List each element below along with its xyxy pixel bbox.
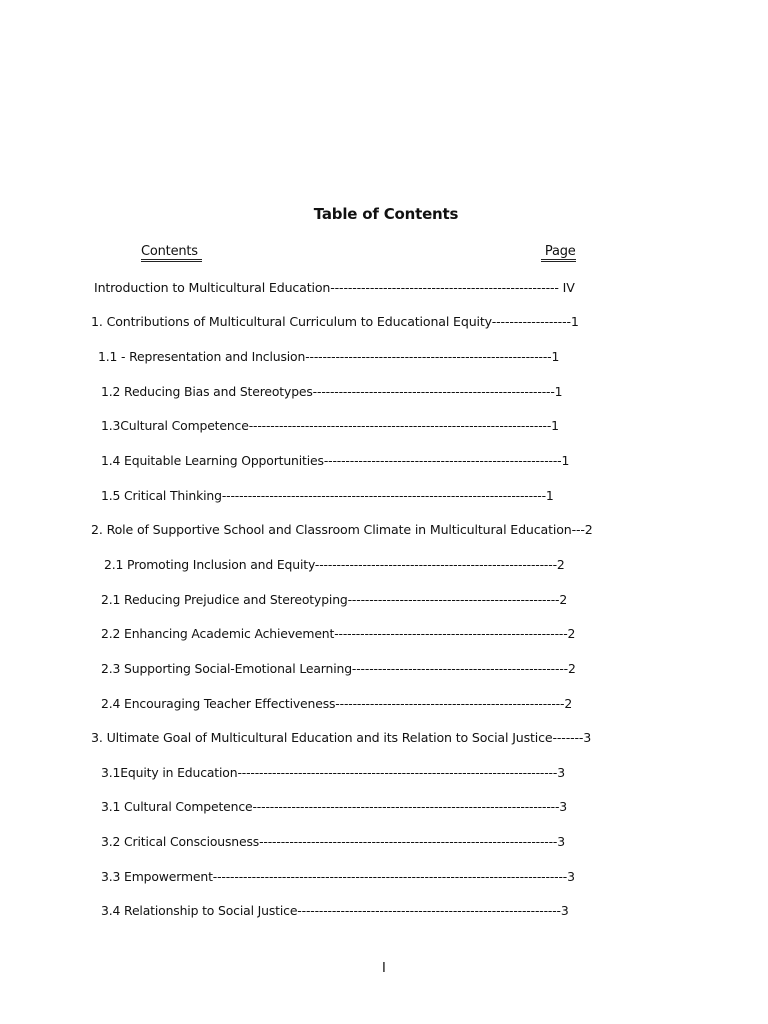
contents-column-header: Contents: [141, 244, 202, 262]
toc-entry-3-4: 3.4 Relationship to Social Justice-------------------------------------------------------------3: [101, 903, 569, 918]
toc-entry-3-3: 3.3 Empowerment----------------------------------------------------------------------------------3: [101, 869, 575, 884]
toc-entry-1: 1. Contributions of Multicultural Curriculum to Educational Equity------------------1: [91, 314, 579, 329]
toc-entry-1-1: 1.1 - Representation and Inclusion---------------------------------------------------------1: [98, 349, 560, 364]
page-column-header: Page: [541, 244, 576, 262]
page-number: I: [382, 961, 386, 976]
toc-entry-2-1b: 2.1 Reducing Prejudice and Stereotyping-------------------------------------------------2: [101, 592, 568, 607]
toc-entry-3-1a: 3.1Equity in Education--------------------------------------------------------------------------3: [101, 765, 565, 780]
toc-entry-2-1a: 2.1 Promoting Inclusion and Equity--------------------------------------------------------2: [104, 557, 565, 572]
toc-entry-2-3: 2.3 Supporting Social-Emotional Learning--------------------------------------------------2: [101, 661, 576, 676]
toc-entry-1-3: 1.3Cultural Competence----------------------------------------------------------------------1: [101, 418, 559, 433]
page-title: Table of Contents: [313, 205, 459, 223]
toc-entry-3-2: 3.2 Critical Consciousness---------------------------------------------------------------------3: [101, 834, 565, 849]
toc-entry-1-5: 1.5 Critical Thinking---------------------------------------------------------------------------1: [101, 488, 554, 503]
toc-entry-3-1b: 3.1 Cultural Competence-----------------------------------------------------------------------3: [101, 799, 568, 814]
toc-entry-1-4: 1.4 Equitable Learning Opportunities-------------------------------------------------------1: [101, 453, 570, 468]
toc-entry-2-2: 2.2 Enhancing Academic Achievement------------------------------------------------------2: [101, 626, 576, 641]
toc-entry-introduction: Introduction to Multicultural Education---------------------------------------------------- IV: [94, 280, 575, 295]
toc-entry-1-2: 1.2 Reducing Bias and Stereotypes--------------------------------------------------------1: [101, 384, 563, 399]
toc-entry-3: 3. Ultimate Goal of Multicultural Education and its Relation to Social Justice-------3: [91, 730, 592, 745]
toc-entry-2-4: 2.4 Encouraging Teacher Effectiveness-----------------------------------------------------2: [101, 696, 573, 711]
toc-entry-2: 2. Role of Supportive School and Classroom Climate in Multicultural Education---2: [91, 522, 593, 537]
